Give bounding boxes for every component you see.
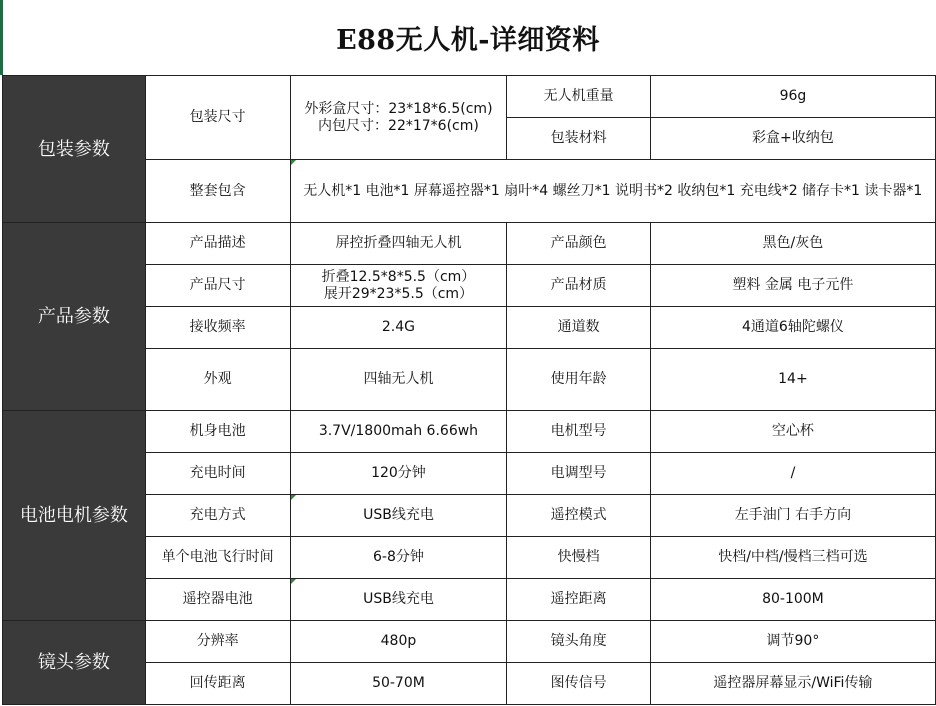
lens-angle-value: 调节90°: [650, 621, 935, 663]
charge-mode-value: USB线充电: [290, 495, 507, 537]
contents-label: 整套包含: [145, 160, 290, 223]
rc-distance-value: 80-100M: [650, 579, 935, 621]
channel-label: 通道数: [507, 307, 650, 349]
body-battery-value: 3.7V/1800mah 6.66wh: [290, 411, 507, 453]
look-label: 外观: [145, 349, 290, 411]
mat-value: 塑料 金属 电子元件: [650, 265, 935, 307]
motor-label: 电机型号: [507, 411, 650, 453]
charge-mode-label: 充电方式: [145, 495, 290, 537]
size-value: [290, 265, 507, 307]
section-battery-motor: 电池电机参数: [3, 411, 146, 621]
desc-value: 屏控折叠四轴无人机: [290, 223, 507, 265]
video-signal-value: 遥控器屏幕显示/WiFi传输: [650, 663, 935, 705]
pkg-size-line2: 内包尺寸：22*17*6(cm): [318, 117, 479, 134]
section-packaging: 包装参数: [3, 76, 146, 223]
age-label: 使用年龄: [507, 349, 650, 411]
pkg-size-line1: 外彩盒尺寸：23*18*6.5(cm): [304, 100, 493, 117]
section-lens: 镜头参数: [3, 621, 146, 705]
return-distance-label: 回传距离: [145, 663, 290, 705]
freq-value: 2.4G: [290, 307, 507, 349]
rc-battery-label: 遥控器电池: [145, 579, 290, 621]
rc-mode-label: 遥控模式: [507, 495, 650, 537]
look-value: 四轴无人机: [290, 349, 507, 411]
weight-value: 96g: [650, 76, 935, 118]
color-label: 产品颜色: [507, 223, 650, 265]
material-label: 包装材料: [507, 118, 650, 160]
flight-time-value: 6-8分钟: [290, 537, 507, 579]
video-signal-label: 图传信号: [507, 663, 650, 705]
pkg-size-label: 包装尺寸: [145, 76, 290, 160]
size-line1: 折叠12.5*8*5.5（cm）: [321, 268, 476, 285]
rc-distance-label: 遥控距离: [507, 579, 650, 621]
color-value: 黑色/灰色: [650, 223, 935, 265]
age-value: 14+: [650, 349, 935, 411]
desc-label: 产品描述: [145, 223, 290, 265]
speed-label: 快慢档: [507, 537, 650, 579]
size-label: 产品尺寸: [145, 265, 290, 307]
contents-value: 无人机*1 电池*1 屏幕遥控器*1 扇叶*4 螺丝刀*1 说明书*2 收纳包*1 充电线*2 储存卡*1 读卡器*1: [290, 160, 935, 223]
weight-label: 无人机重量: [507, 76, 650, 118]
freq-label: 接收频率: [145, 307, 290, 349]
channel-value: 4通道6轴陀螺仪: [650, 307, 935, 349]
charge-time-label: 充电时间: [145, 453, 290, 495]
body-battery-label: 机身电池: [145, 411, 290, 453]
section-product: 产品参数: [3, 223, 146, 411]
mat-label: 产品材质: [507, 265, 650, 307]
rc-battery-value: USB线充电: [290, 579, 507, 621]
charge-time-value: 120分钟: [290, 453, 507, 495]
resolution-label: 分辨率: [145, 621, 290, 663]
spec-table: [2, 75, 936, 705]
size-line2: 展开29*23*5.5（cm）: [323, 285, 474, 302]
motor-value: 空心杯: [650, 411, 935, 453]
rc-mode-value: 左手油门 右手方向: [650, 495, 935, 537]
resolution-value: 480p: [290, 621, 507, 663]
lens-angle-label: 镜头角度: [507, 621, 650, 663]
speed-value: 快档/中档/慢档三档可选: [650, 537, 935, 579]
return-distance-value: 50-70M: [290, 663, 507, 705]
page-title: E88无人机-详细资料: [336, 25, 600, 56]
esc-label: 电调型号: [507, 453, 650, 495]
pkg-size-value: [290, 76, 507, 160]
flight-time-label: 单个电池飞行时间: [145, 537, 290, 579]
material-value: 彩盒+收纳包: [650, 118, 935, 160]
esc-value: /: [650, 453, 935, 495]
